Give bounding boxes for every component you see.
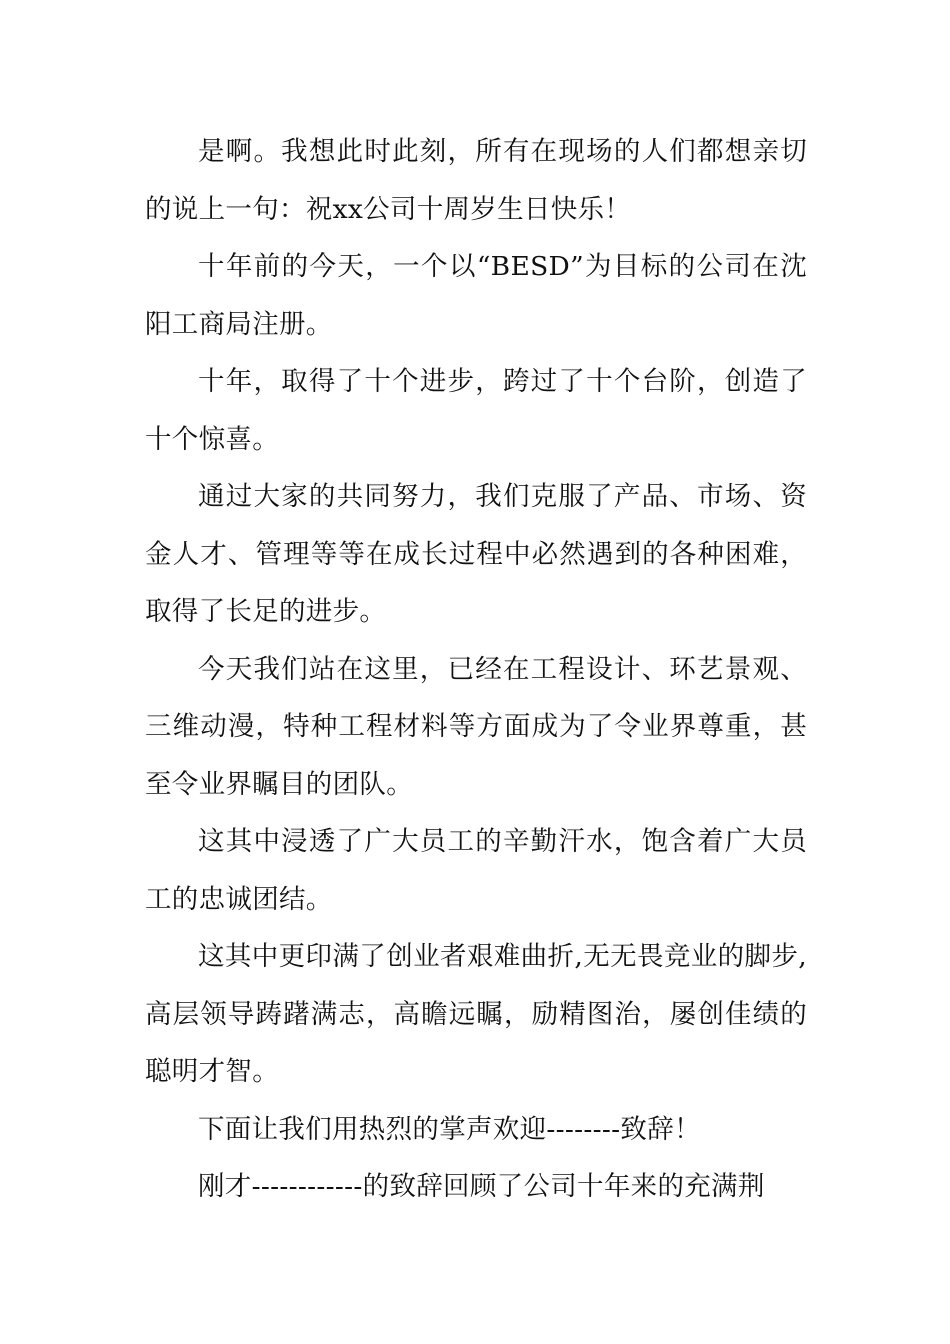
paragraph-2: 十年前的今天，一个以“BESD”为目标的公司在沈阳工商局注册。 <box>145 251 807 340</box>
paragraph-8: 下面让我们用热烈的掌声欢迎--------致辞！ <box>198 1113 701 1145</box>
paragraph-3: 十年，取得了十个进步，跨过了十个台阶，创造了十个惊喜。 <box>145 366 807 455</box>
paragraph-4: 通过大家的共同努力，我们克服了产品、市场、资金人才、管理等等在成长过程中必然遇到的各种困难，取得了长足的进步。 <box>145 481 807 627</box>
paragraph-9: 刚才------------的致辞回顾了公司十年来的充满荆 <box>198 1171 765 1202</box>
paragraph-1: 是啊。我想此时此刻，所有在现场的人们都想亲切的说上一句：祝xx公司十周岁生日快乐！ <box>145 136 807 225</box>
document-body <box>145 123 807 1216</box>
paragraph-5: 今天我们站在这里，已经在工程设计、环艺景观、三维动漫，特种工程材料等方面成为了令业界尊重，甚至令业界瞩目的团队。 <box>145 653 807 800</box>
paragraph-7: 这其中更印满了创业者艰难曲折,无无畏竞业的脚步,高层领导踌躇满志，高瞻远瞩，励精图治，屡创佳绩的聪明才智。 <box>145 941 807 1087</box>
paragraph-6: 这其中浸透了广大员工的辛勤汗水，饱含着广大员工的忠诚团结。 <box>145 826 807 915</box>
